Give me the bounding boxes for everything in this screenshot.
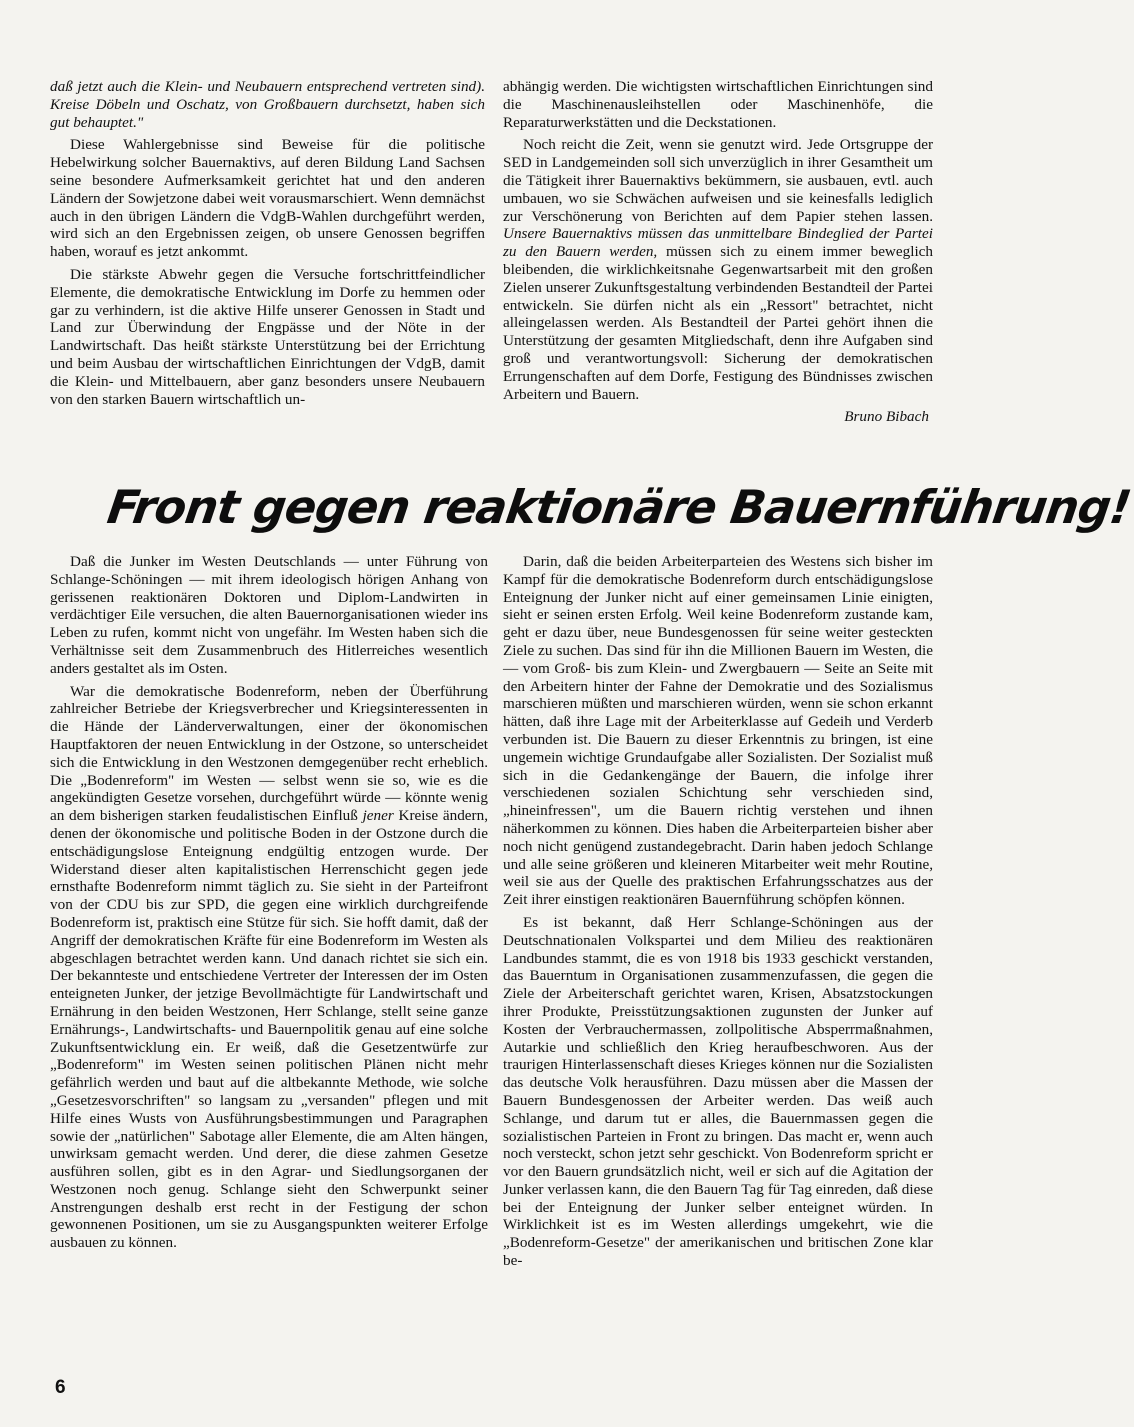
bottom-right-column: [503, 553, 933, 1275]
paragraph: Es ist bekannt, daß Herr Schlange-Schöningen aus der Deutschnationalen Volkspartei und dem Milieu des reaktionären Landbundes stammt, die es von 1918 bis 1933 geschickt verstanden, das Bauerntum in Organisationen zusammenzufassen, die gegen die Ziele der Arbeiterschaft gerichtet waren, Krisen, Absatzstockungen ihrer Produkte, Preisstützungsaktionen zugunsten der Junker auf Kosten der Verbrauchermassen, zollpolitische Absperrmaßnahmen, Autarkie und schließlich den Krieg heraufbeschworen. Aus der traurigen Hinterlassenschaft dieses Krieges können nur die Sozialisten das deutsche Volk herausführen. Dazu müssen aber die Massen der Bauern Bundesgenossen der Arbeiter werden. Das weiß auch Schlange, und darum tut er alles, die Bauernmassen gegen die sozialistischen Parteien in Front zu bringen. Das macht er, wenn auch noch versteckt, schon jetzt sehr geschickt. Von Bodenreform spricht er vor den Bauern grundsätzlich nicht, weil er sich auf die Agitation der Junker verlassen kann, die den Bauern Tag für Tag einreden, daß diese bei der Enteignung der Junker selber enteignet würden. In Wirklichkeit ist es im Westen allerdings umgekehrt, wie die „Bodenreform-Gesetze" der amerikanischen und britischen Zone klar be-: [503, 913, 933, 1270]
text-run: War die demokratische Bodenreform, neben der Überführung zahlreicher Betriebe der Kriegsverbrecher und Kriegsinteressenten in die Hände der Länderverwaltungen, einer der ökonomischen Hauptfaktoren der neuen Entwicklung in der Ostzone, so unterscheidet sich die Entwicklung in den Westzonen demgegenüber recht erheblich. Die „Bodenreform" im Westen — selbst wenn sie so, wie es die angekündigten Gesetze vorsehen, durchgeführt würde — könnte wenig an dem bisherigen starken feudalistischen Einfluß: [50, 682, 488, 825]
paragraph: [503, 136, 933, 403]
text-run: müssen sich zu einem immer beweglich bleibenden, die wirklichkeitsnahe Gegenwartsarbeit mit den großen Zielen unserer Zukunftsgestaltung verbindenden Bestandteil der Partei entwickeln. Sie dürfen nicht als ein „Ressort" betrachtet, nicht alleingelassen werden. Als Bestandteil der Partei gehört ihnen die Unterstützung der gesamten Mitgliedschaft, denn ihre Aufgaben sind groß und verantwortungsvoll: Sicherung der demokratischen Errungenschaften auf dem Dorfe, Festigung des Bündnisses zwischen Arbeitern und Bauern.: [503, 243, 934, 403]
text-run: Kreise ändern, denen der ökonomische und politische Boden in der Ostzone durch die entschädigungslose Enteignung endgültig entzogen wurde. Der Widerstand dieser alten kapitalistischen Herrenschicht gegen jede ernsthafte Bodenreform nimmt täglich zu. Sie sieht in der Parteifront von der CDU bis zur SPD, die gegen eine wirklich durchgreifende Bodenreform ist, praktisch eine Stütze für sich. Sie hofft damit, daß der Angriff der demokratischen Kräfte für eine Bodenreform im Westen als abgeschlagen betrachtet werden kann. Und danach richtet sie sich ein. Der bekannteste und entschiedene Vertreter der Interessen der im Osten enteigneten Junker, der jetzige Bevollmächtigte für Landwirtschaft und Ernährung in den beiden Westzonen, Herr Schlange, stellt seine ganze Ernährungs-, Landwirtschafts- und Bauernpolitik genau auf eine solche Zukunftsentwicklung ein. Er weiß, daß die Gesetzentwürfe zur „Bodenreform" im Westen seinen politischen Plänen nicht mehr gefährlich werden und baut auf die altbekannte Methode, wie solche „Gesetzesvorschriften" so langsam zu „versanden" pflegen und mit Hilfe eines Wusts von Ausführungsbestimmungen und Paragraphen sowie der „natürlichen" Sabotage aller Elemente, die am Alten hängen, unwirksam gemacht werden. Und derer, die diese zahmen Gesetze ausführen sollen, gibt es in den Agrar- und Siedlungsorganen der Westzonen noch genug. Schlange sieht den Schwerpunkt seiner Anstrengungen deshalb erst recht in der Festigung der schon gewonnenen Positionen, um sie zu Ausgangspunkten weiterer Erfolge ausbauen zu können.: [50, 807, 488, 1252]
paragraph: [50, 683, 488, 1253]
paragraph: Darin, daß die beiden Arbeiterparteien des Westens sich bisher im Kampf für die demokratische Bodenreform durch entschädigungslose Enteignung der Junker nicht auf einer gemeinsamen Linie einigten, sieht er seinen ersten Erfolg. Weil keine Bodenreform zustande kam, geht er dazu über, neue Bundesgenossen für seine weiter gesteckten Ziele zu suchen. Das sind für ihn die Millionen Bauern im Westen, die — vom Groß- bis zum Klein- und Zwergbauern — Seite an Seite mit den Arbeitern hinter der Fahne der Demokratie und des Sozialismus marschieren müßten und marschieren würden, wenn sie schon erkannt hätten, daß ihre Lage mit der Arbeiterklasse auf Gedeih und Verderb verbunden ist. Die Bauern zu dieser Erkenntnis zu bringen, ist eine ungemein wichtige Grundaufgabe aller Sozialisten. Der Sozialist muß sich in die Gedankengänge der Bauern, die infolge ihrer verschiedenen sozialen Schichtung sehr verschieden sind, „hineinfressen", um die Bauern richtig verstehen und ihnen näherkommen zu können. Dies haben die Arbeiterparteien bisher aber noch nicht genügend zustandegebracht. Darin haben jedoch Schlange und alle seine größeren und kleineren Mitarbeiter weit mehr Routine, weil sie aus der Quelle des praktischen Erfahrungsschatzes aus der Zeit ihrer einstigen reaktionären Bauernführung schöpfen können.: [503, 553, 933, 909]
paragraph: daß jetzt auch die Klein- und Neubauern entsprechend vertreten sind). Kreise Döbeln und Oschatz, von Großbauern durchsetzt, haben sich gut behauptet.": [50, 78, 485, 131]
emphasis-text: Unsere Bauernaktivs müssen das unmittelbare Bindeglied der Partei zu den Bauern werden,: [503, 225, 933, 261]
paragraph: Diese Wahlergebnisse sind Beweise für die politische Hebelwirkung solcher Bauernaktivs, auf deren Bildung Land Sachsen seine besondere Aufmerksamkeit gerichtet hat und den anderen Ländern der Sowjetzone dabei weit vorausmarschiert. Wenn demnächst auch in den übrigen Ländern die VdgB-Wahlen durchgeführt werden, wird sich an den Ergebnissen zeigen, ob unsere Genossen begriffen haben, worauf es jetzt ankommt.: [50, 136, 485, 261]
emphasis-text: jener: [362, 807, 394, 825]
author-signature: Bruno Bibach: [844, 408, 929, 426]
top-right-column: [503, 78, 933, 426]
paragraph: Die stärkste Abwehr gegen die Versuche fortschrittfeindlicher Elemente, die demokratische Entwicklung im Dorfe zu hemmen oder gar zu verhindern, ist die aktive Hilfe unserer Genossen in Stadt und Land zur Überwindung der Engpässe und der Nöte in der Landwirtschaft. Das heißt stärkste Unterstützung bei der Errichtung und beim Ausbau der wirtschaftlichen Einrichtungen der VdgB, damit die Klein- und Mittelbauern, aber ganz besonders unsere Neubauern von den starken Bauern wirtschaftlich un-: [50, 265, 485, 408]
top-left-column: [50, 78, 485, 413]
article-headline: Front gegen reaktionäre Bauernführung!: [104, 480, 1134, 534]
paragraph: abhängig werden. Die wichtigsten wirtschaftlichen Einrichtungen sind die Maschinenausleihstellen oder Maschinenhöfe, die Reparaturwerkstätten und die Deckstationen.: [503, 78, 933, 131]
page-number: 6: [55, 1377, 66, 1398]
paragraph: Daß die Junker im Westen Deutschlands — unter Führung von Schlange-Schöningen — mit ihrem ideologisch hörigen Anhang von gerissenen reaktionären Doktoren und Diplom-Landwirten in verdächtiger Eile versuchen, die alten Bauernorganisationen wieder ins Leben zu rufen, kommt nicht von ungefähr. Im Westen haben sich die Verhältnisse seit dem Zusammenbruch des Hitlerreiches wesentlich anders gestaltet als im Osten.: [50, 553, 488, 677]
bottom-left-column: [50, 553, 488, 1257]
text-run: Noch reicht die Zeit, wenn sie genutzt wird. Jede Ortsgruppe der SED in Landgemeinden soll sich unverzüglich in ihrer Gesamtheit um die Tätigkeit ihrer Bauernaktivs bekümmern, sie ausbauen, evtl. auch umbauen, wo sie Schwächen aufweisen und sie keinesfalls lediglich zur Verschönerung von Berichten auf dem Papier stehen lassen.: [503, 136, 933, 225]
